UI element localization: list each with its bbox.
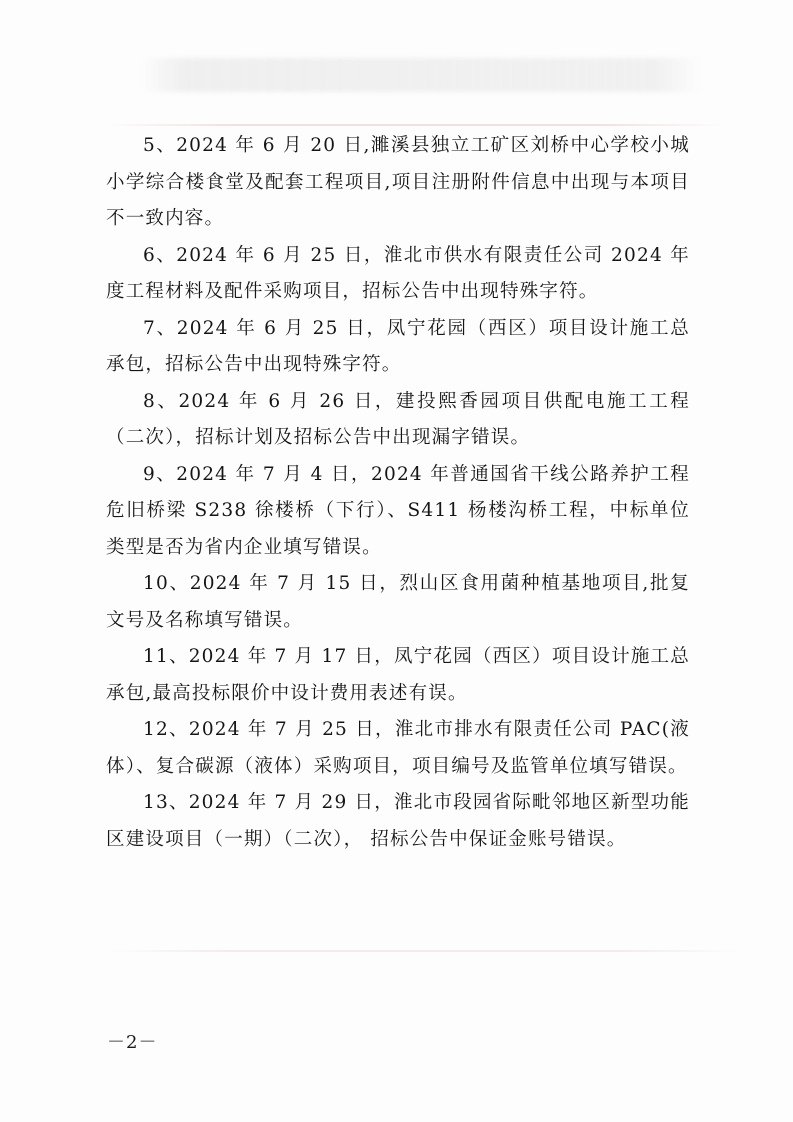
list-item-7: 7、2024 年 6 月 25 日，凤宁花园（西区）项目设计施工总承包，招标公告中出现特殊字符。 (106, 317, 690, 375)
list-item-10: 10、2024 年 7 月 15 日，烈山区食用菌种植基地项目,批复文号及名称填写错误。 (106, 573, 690, 631)
list-item-8: 8、2024 年 6 月 26 日，建投熙香园项目供配电施工工程（二次），招标计划及招标公告中出现漏字错误。 (106, 390, 690, 448)
top-divider (105, 124, 725, 126)
list-item-11: 11、2024 年 7 月 17 日，凤宁花园（西区）项目设计施工总承包,最高投标限价中设计费用表述有误。 (106, 646, 690, 704)
bottom-divider (105, 950, 745, 952)
list-item-6: 6、2024 年 6 月 25 日，淮北市供水有限责任公司 2024 年度工程材料及配件采购项目，招标公告中出现特殊字符。 (106, 244, 690, 302)
list-item-13: 13、2024 年 7 月 29 日，淮北市段园省际毗邻地区新型功能区建设项目（一期）（二次）， 招标公告中保证金账号错误。 (106, 792, 690, 850)
document-body (106, 128, 690, 858)
list-item-12: 12、2024 年 7 月 25 日，淮北市排水有限责任公司 PAC(液体）、复合碳源（液体）采购项目，项目编号及监管单位填写错误。 (106, 719, 690, 777)
page-number: －2－ (107, 1032, 158, 1053)
list-item-9: 9、2024 年 7 月 4 日，2024 年普通国省干线公路养护工程危旧桥梁 S238 徐楼桥（下行）、S411 杨楼沟桥工程，中标单位类型是否为省内企业填写错误。 (106, 463, 690, 558)
list-item-5: 5、2024 年 6 月 20 日,濉溪县独立工矿区刘桥中心学校小城小学综合楼食堂及配套工程项目,项目注册附件信息中出现与本项目不一致内容。 (106, 135, 690, 229)
scan-header-artifact (140, 58, 700, 92)
